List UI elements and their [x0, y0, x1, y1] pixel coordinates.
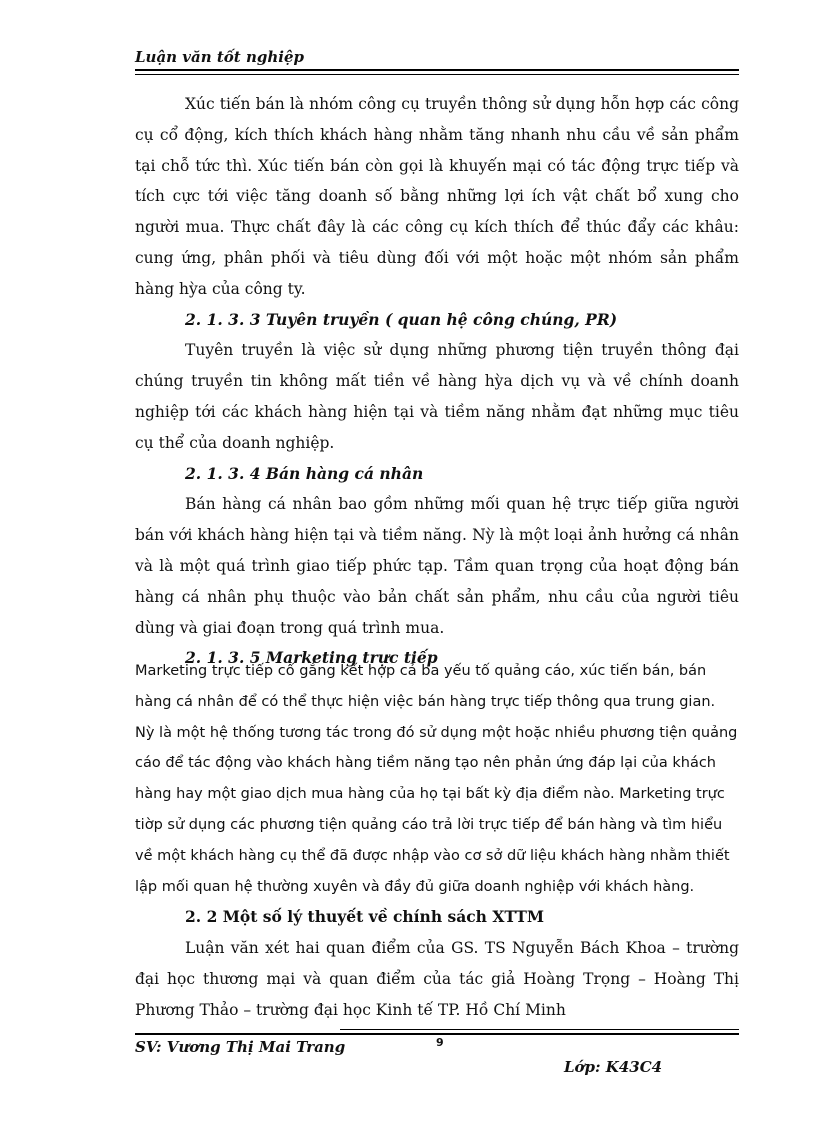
footer-class-label: Lớp: K43C4 — [564, 1058, 663, 1076]
direct-marketing-block — [135, 656, 739, 1026]
footer-student-name: SV: Vương Thị Mai Trang — [135, 1038, 346, 1056]
footer-rule-thick — [135, 1033, 739, 1035]
paragraph-sales-promotion: Xúc tiến bán là nhóm công cụ truyền thông sử dụng hỗn hợp các công cụ cổ động, kích thích khách hàng nhằm tăng nhanh nhu cầu về sản phẩm tại chỗ tức thì. Xúc tiến bán còn gọi là khuyến mại có tác động trực tiếp và tích cực tới việc tăng doanh số bằng những lợi ích vật chất bổ xung cho người mua. Thực chất đây là các công cụ kích thích để thúc đẩy các khâu: cung ứng, phân phối và tiêu dùng đối với một hoặc một nhóm sản phẩm hàng hỳa của công ty. — [135, 95, 739, 298]
page-number: 9 — [436, 1036, 444, 1049]
header-rule-thin — [135, 74, 739, 75]
heading-personal-selling: 2. 1. 3. 4 Bán hàng cá nhân — [185, 463, 424, 483]
heading-public-relations: 2. 1. 3. 3 Tuyên truyền ( quan hệ công chúng, PR) — [185, 309, 618, 329]
paragraph-direct-marketing: Marketing trực tiếp cố gắng kết hợp cả ba yếu tố quảng cáo, xúc tiến bán, bán hàng cá nhân để có thể thực hiện việc bán hàng trực tiếp thông qua trung gian. Nỳ là một hệ thống tương tác trong đó sử dụng một hoặc nhiều phương tiện quảng cáo để tác động vào khách hàng tiềm năng tạo nên phản ứng đáp lại của khách hàng hay một giao dịch mua hàng của họ tại bất kỳ địa điểm nào. Marketing trực tiờp sử dụng các phương tiện quảng cáo trả lời trực tiếp để bán hàng và tìm hiểu về một khách hàng cụ thể đã được nhập vào cơ sở dữ liệu khách hàng nhằm thiết lập mối quan hệ thường xuyên và đầy đủ giữa doanh nghiệp với khách hàng. — [135, 663, 738, 895]
paragraph-public-relations: Tuyên truyền là việc sử dụng những phương tiện truyền thông đại chúng truyền tin không mất tiền về hàng hỳa dịch vụ và về chính doanh nghiệp tới các khách hàng hiện tại và tiềm năng nhằm đạt những mục tiêu cụ thể của doanh nghiệp. — [135, 341, 739, 452]
header-rule-thick — [135, 69, 739, 71]
heading-direct-marketing: 2. 1. 3. 5 Marketing trực tiếp — [185, 648, 438, 668]
paragraph-personal-selling: Bán hàng cá nhân bao gồm những mối quan hệ trực tiếp giữa người bán với khách hàng hiện tại và tiềm năng. Nỳ là một loại ảnh hưởng cá nhân và là một quá trình giao tiếp phức tạp. Tầm quan trọng của hoạt động bán hàng cá nhân phụ thuộc vào bản chất sản phẩm, nhu cầu của người tiêu dùng và giai đoạn trong quá trình mua. — [135, 495, 739, 637]
paragraph-viewpoints: Luận văn xét hai quan điểm của GS. TS Nguyễn Bách Khoa – trường đại học thương mại và quan điểm của tác giả Hoàng Trọng – Hoàng Thị Phương Thảo – trường đại học Kinh tế TP. Hồ Chí Minh — [135, 939, 739, 1019]
heading-promotion-theory: 2. 2 Một số lý thuyết về chính sách XTTM — [185, 907, 545, 927]
header-title: Luận văn tốt nghiệp — [135, 48, 304, 66]
footer-rule-thin — [340, 1029, 739, 1030]
main-content — [135, 89, 739, 674]
